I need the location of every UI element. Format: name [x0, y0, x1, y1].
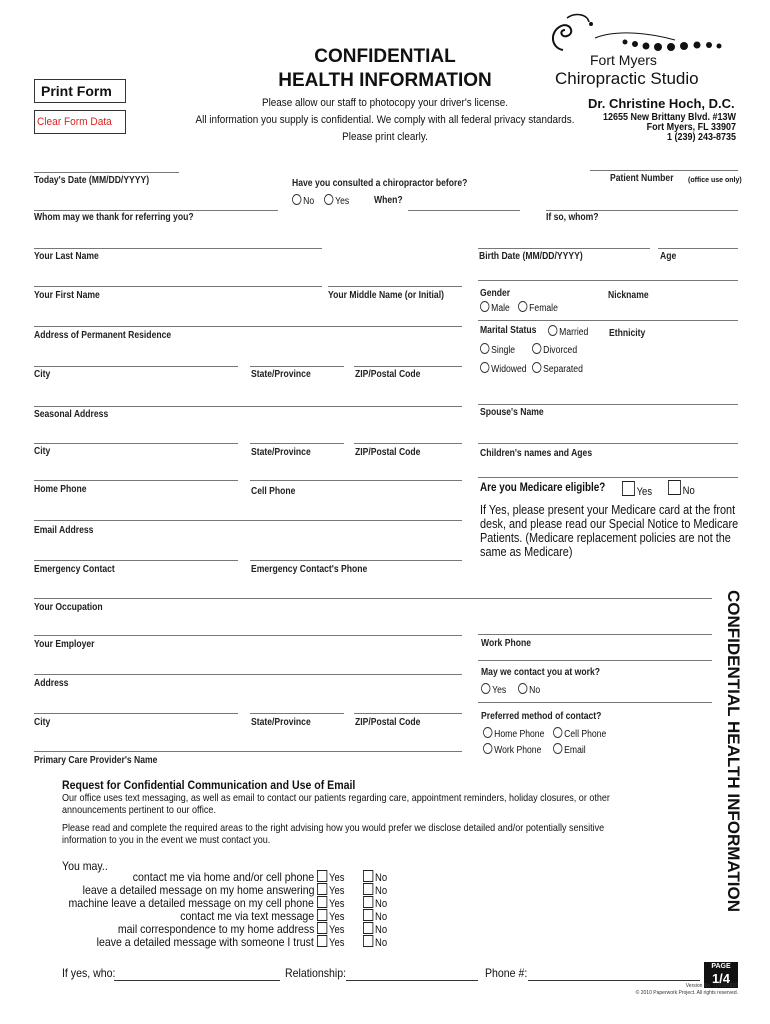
contact-work-line[interactable]: [478, 660, 712, 661]
email-label: Email Address: [34, 525, 94, 536]
consent-yes-label: Yes: [329, 911, 345, 923]
title-line-1: CONFIDENTIAL: [314, 46, 456, 67]
page-badge-label: PAGE: [711, 963, 731, 970]
consent-no-checkbox[interactable]: [363, 922, 387, 936]
note-photocopy: Please allow our staff to photocopy your driver's license.: [261, 97, 509, 109]
you-may-label: You may..: [62, 859, 108, 873]
middle-name-label: Your Middle Name (or Initial): [328, 290, 444, 301]
radio-icon: [483, 743, 492, 754]
employer-line[interactable]: [34, 635, 462, 636]
request-heading: Request for Confidential Communication and Use of Email: [62, 778, 356, 792]
cell-phone-line[interactable]: [250, 480, 462, 481]
last-name-label: Your Last Name: [34, 251, 99, 262]
marital-divorced-radio[interactable]: [532, 343, 577, 356]
zip-label-2: ZIP/Postal Code: [355, 447, 421, 458]
header-notes: [192, 95, 579, 146]
consent-row-label: mail correspondence to my home address: [117, 922, 314, 936]
checkbox-icon: [668, 480, 681, 495]
home-phone-line[interactable]: [34, 480, 238, 481]
phone-line[interactable]: [528, 980, 700, 981]
first-name-line[interactable]: [34, 286, 322, 287]
gender-male-radio[interactable]: [480, 301, 510, 314]
consent-yes-checkbox[interactable]: [317, 935, 344, 949]
city-label-3: City: [34, 717, 51, 728]
gender-label: Gender: [480, 288, 511, 299]
if-so-whom-line[interactable]: [546, 210, 738, 211]
home-phone-label: Home Phone: [34, 484, 87, 495]
consent-yes-checkbox[interactable]: [317, 870, 344, 884]
state-line-3[interactable]: [250, 713, 344, 714]
title-line-2: HEALTH INFORMATION: [278, 70, 492, 91]
radio-icon: [532, 362, 541, 373]
relationship-line[interactable]: [346, 980, 478, 981]
side-title: CONFIDENTIAL HEALTH INFORMATION: [724, 590, 743, 913]
marital-single-label: Single: [491, 345, 516, 356]
radio-icon: [553, 727, 562, 738]
medicare-yes-label: Yes: [636, 486, 653, 498]
consent-row-label: leave a detailed message on my home answering: [82, 883, 314, 897]
marital-married-radio[interactable]: [548, 325, 588, 338]
pref-email-radio[interactable]: [553, 743, 586, 756]
checkbox-icon: [363, 935, 373, 947]
checkbox-icon: [363, 896, 373, 908]
seasonal-line[interactable]: [34, 406, 462, 407]
state-label-1: State/Province: [251, 369, 311, 380]
city-label-2: City: [34, 446, 51, 457]
city-label-1: City: [34, 369, 51, 380]
checkbox-icon: [317, 922, 327, 934]
work-phone-line[interactable]: [478, 634, 712, 635]
when-label: When?: [374, 195, 403, 206]
pcp-label: Primary Care Provider's Name: [34, 755, 158, 766]
clinic-street: 12655 New Brittany Blvd. #13W: [602, 112, 736, 123]
consent-no-label: No: [375, 924, 388, 936]
birth-date-label: Birth Date (MM/DD/YYYY): [479, 251, 583, 262]
marital-line[interactable]: [478, 320, 738, 321]
page-title: [260, 45, 510, 93]
contact-work-yes-radio[interactable]: [481, 683, 506, 696]
gender-male-label: Male: [491, 303, 510, 314]
marital-label: Marital Status: [480, 325, 537, 336]
consent-yes-checkbox[interactable]: [317, 909, 344, 923]
gender-female-radio[interactable]: [518, 301, 558, 314]
consent-row-label: machine leave a detailed message on my cell phone: [68, 896, 314, 910]
preferred-line[interactable]: [478, 702, 712, 703]
consent-yes-checkbox[interactable]: [317, 896, 344, 910]
state-line-1[interactable]: [250, 366, 344, 367]
radio-icon: [548, 325, 557, 336]
print-form-button[interactable]: [34, 79, 126, 103]
phone-label: Phone #:: [485, 966, 528, 980]
radio-icon: [324, 194, 333, 205]
consent-yes-label: Yes: [329, 924, 345, 936]
consulted-no-label: No: [303, 196, 315, 207]
consent-yes-checkbox[interactable]: [317, 883, 344, 897]
pref-home-phone-label: Home Phone: [494, 729, 545, 740]
birth-date-line[interactable]: [478, 248, 650, 249]
relationship-label: Relationship:: [285, 966, 347, 980]
consent-row: [0, 883, 770, 896]
todays-date-line[interactable]: [34, 172, 179, 173]
request-paragraph-2: Please read and complete the required areas to the right advising how you would prefer we disclose detailed and/or potentially sensitive information to you in the event we must contact you.: [62, 822, 605, 846]
print-form-label: Print Form: [41, 83, 112, 99]
radio-icon: [483, 727, 492, 738]
if-yes-who-line[interactable]: [114, 980, 280, 981]
consent-no-label: No: [375, 872, 388, 884]
zip-label-1: ZIP/Postal Code: [355, 369, 421, 380]
note-confidential: All information you supply is confidential. We comply with all federal privacy standards.: [195, 114, 575, 126]
pref-home-phone-radio[interactable]: [483, 727, 544, 740]
radio-icon: [480, 362, 489, 373]
clinic-logo: [545, 10, 735, 90]
city-line-3[interactable]: [34, 713, 238, 714]
consulted-no-radio[interactable]: [292, 194, 314, 207]
ethnicity-label: Ethnicity: [609, 328, 646, 339]
zip-line-1[interactable]: [354, 366, 462, 367]
consulted-yes-label: Yes: [335, 196, 350, 207]
occupation-line[interactable]: [34, 598, 712, 599]
radio-icon: [480, 301, 489, 312]
consent-no-label: No: [375, 898, 388, 910]
consent-yes-label: Yes: [329, 872, 345, 884]
page-badge-number: 1/4: [711, 971, 731, 986]
clear-form-button[interactable]: [34, 110, 126, 134]
consent-row: [0, 922, 770, 935]
consent-no-checkbox[interactable]: [363, 909, 387, 923]
consent-no-checkbox[interactable]: [363, 935, 387, 949]
marital-divorced-label: Divorced: [543, 345, 578, 356]
if-so-whom-label: If so, whom?: [546, 212, 599, 223]
clear-form-label: Clear Form Data: [37, 116, 112, 128]
doctor-name: Dr. Christine Hoch, D.C.: [588, 96, 735, 111]
consent-row: [0, 870, 770, 883]
radio-icon: [480, 343, 489, 354]
medicare-yes-checkbox[interactable]: [622, 481, 652, 498]
consent-no-label: No: [375, 885, 388, 897]
preferred-label: Preferred method of contact?: [481, 711, 602, 722]
zip-line-3[interactable]: [354, 713, 462, 714]
medicare-no-label: No: [682, 485, 695, 497]
email-line[interactable]: [34, 520, 462, 521]
medicare-no-checkbox[interactable]: [668, 480, 695, 497]
checkbox-icon: [317, 896, 327, 908]
zip-line-2[interactable]: [354, 443, 462, 444]
first-name-label: Your First Name: [34, 290, 100, 301]
emergency-label: Emergency Contact: [34, 564, 115, 575]
clinic-phone: 1 (239) 243-8735: [666, 132, 736, 143]
marital-married-label: Married: [559, 327, 589, 338]
marital-widowed-label: Widowed: [491, 364, 527, 375]
pref-work-phone-label: Work Phone: [494, 745, 542, 756]
zip-label-3: ZIP/Postal Code: [355, 717, 421, 728]
state-label-2: State/Province: [251, 447, 311, 458]
marital-single-radio[interactable]: [480, 343, 515, 356]
patient-number-line[interactable]: [590, 170, 738, 171]
marital-separated-radio[interactable]: [532, 362, 583, 375]
consent-row: [0, 909, 770, 922]
checkbox-icon: [622, 481, 635, 496]
state-label-3: State/Province: [251, 717, 311, 728]
employer-address-label: Address: [34, 678, 69, 689]
marital-separated-label: Separated: [543, 364, 583, 375]
emergency-phone-line[interactable]: [250, 560, 462, 561]
medicare-note: If Yes, please present your Medicare card at the front desk, and please read our Special Notice to Medicare Patients. (Medicare replacement policies are not the same as Medicare): [480, 503, 739, 559]
pref-work-phone-radio[interactable]: [483, 743, 541, 756]
version-text: Version No. 105388920: [685, 983, 738, 989]
consent-yes-label: Yes: [329, 898, 345, 910]
consent-yes-label: Yes: [329, 937, 345, 949]
age-line[interactable]: [658, 248, 738, 249]
consent-row-label: contact me via text message: [180, 909, 314, 923]
employer-address-line[interactable]: [34, 674, 462, 675]
todays-date-label: Today's Date (MM/DD/YYYY): [34, 175, 150, 186]
consent-yes-checkbox[interactable]: [317, 922, 344, 936]
consent-row: [0, 935, 770, 948]
referral-line[interactable]: [34, 210, 278, 211]
gender-line[interactable]: [478, 280, 738, 281]
checkbox-icon: [363, 909, 373, 921]
contact-work-yes-label: Yes: [492, 685, 507, 696]
checkbox-icon: [317, 870, 327, 882]
state-line-2[interactable]: [250, 443, 344, 444]
gender-female-label: Female: [529, 303, 558, 314]
consent-row-label: contact me via home and/or cell phone: [132, 870, 314, 884]
radio-icon: [518, 683, 527, 694]
consent-no-checkbox[interactable]: [363, 883, 387, 897]
seasonal-label: Seasonal Address: [34, 409, 109, 420]
cell-phone-label: Cell Phone: [251, 486, 296, 497]
children-label: Children's names and Ages: [480, 448, 593, 459]
consulted-yes-radio[interactable]: [324, 194, 349, 207]
when-line[interactable]: [408, 210, 520, 211]
contact-work-no-label: No: [529, 685, 541, 696]
pref-cell-phone-label: Cell Phone: [564, 729, 607, 740]
logo-text-studio: Chiropractic Studio: [555, 69, 699, 88]
age-label: Age: [660, 251, 677, 262]
contact-work-label: May we contact you at work?: [481, 667, 601, 678]
checkbox-icon: [317, 909, 327, 921]
consent-row-label: leave a detailed message with someone I trust: [96, 935, 314, 949]
address-perm-label: Address of Permanent Residence: [34, 330, 172, 341]
radio-icon: [518, 301, 527, 312]
city-line-2[interactable]: [34, 443, 238, 444]
nickname-label: Nickname: [608, 290, 649, 301]
logo-text-city: Fort Myers: [590, 52, 657, 68]
work-phone-label: Work Phone: [481, 638, 532, 649]
employer-label: Your Employer: [34, 639, 95, 650]
radio-icon: [292, 194, 301, 205]
checkbox-icon: [317, 883, 327, 895]
address-perm-line[interactable]: [34, 326, 462, 327]
referral-label: Whom may we thank for referring you?: [34, 212, 194, 223]
radio-icon: [553, 743, 562, 754]
marital-widowed-radio[interactable]: [480, 362, 527, 375]
last-name-line[interactable]: [34, 248, 322, 249]
consent-no-checkbox[interactable]: [363, 870, 387, 884]
checkbox-icon: [363, 883, 373, 895]
consent-row: [0, 896, 770, 909]
note-print-clearly: Please print clearly.: [342, 131, 428, 143]
radio-icon: [481, 683, 490, 694]
pref-email-label: Email: [564, 745, 586, 756]
request-paragraph-1: Our office uses text messaging, as well as email to contact our patients regarding care, appointment reminders, holiday closures, or other announcements pertinent to our office.: [62, 792, 610, 816]
radio-icon: [532, 343, 541, 354]
if-yes-who-label: If yes, who:: [62, 966, 116, 980]
consent-no-label: No: [375, 911, 388, 923]
emergency-line[interactable]: [34, 560, 238, 561]
checkbox-icon: [317, 935, 327, 947]
medicare-label: Are you Medicare eligible?: [480, 482, 606, 494]
medicare-line[interactable]: [478, 477, 738, 478]
spouse-line[interactable]: [478, 404, 738, 405]
checkbox-icon: [363, 870, 373, 882]
pref-cell-phone-radio[interactable]: [553, 727, 606, 740]
patient-number-label: Patient Number: [610, 173, 674, 184]
city-line-1[interactable]: [34, 366, 238, 367]
contact-work-no-radio[interactable]: [518, 683, 540, 696]
consent-yes-label: Yes: [329, 885, 345, 897]
pcp-line[interactable]: [34, 751, 462, 752]
occupation-label: Your Occupation: [34, 602, 103, 613]
checkbox-icon: [363, 922, 373, 934]
clinic-city: Fort Myers, FL 33907: [646, 122, 736, 133]
consent-no-label: No: [375, 937, 388, 949]
consent-no-checkbox[interactable]: [363, 896, 387, 910]
children-line[interactable]: [478, 443, 738, 444]
middle-name-line[interactable]: [328, 286, 462, 287]
clinic-address: [587, 113, 736, 143]
copyright-text: © 2010 Paperwork Project. All rights reserved.: [635, 990, 738, 996]
office-use-label: (office use only): [688, 177, 742, 184]
spouse-label: Spouse's Name: [480, 407, 544, 418]
emergency-phone-label: Emergency Contact's Phone: [251, 564, 368, 575]
consulted-label: Have you consulted a chiropractor before?: [292, 178, 468, 189]
